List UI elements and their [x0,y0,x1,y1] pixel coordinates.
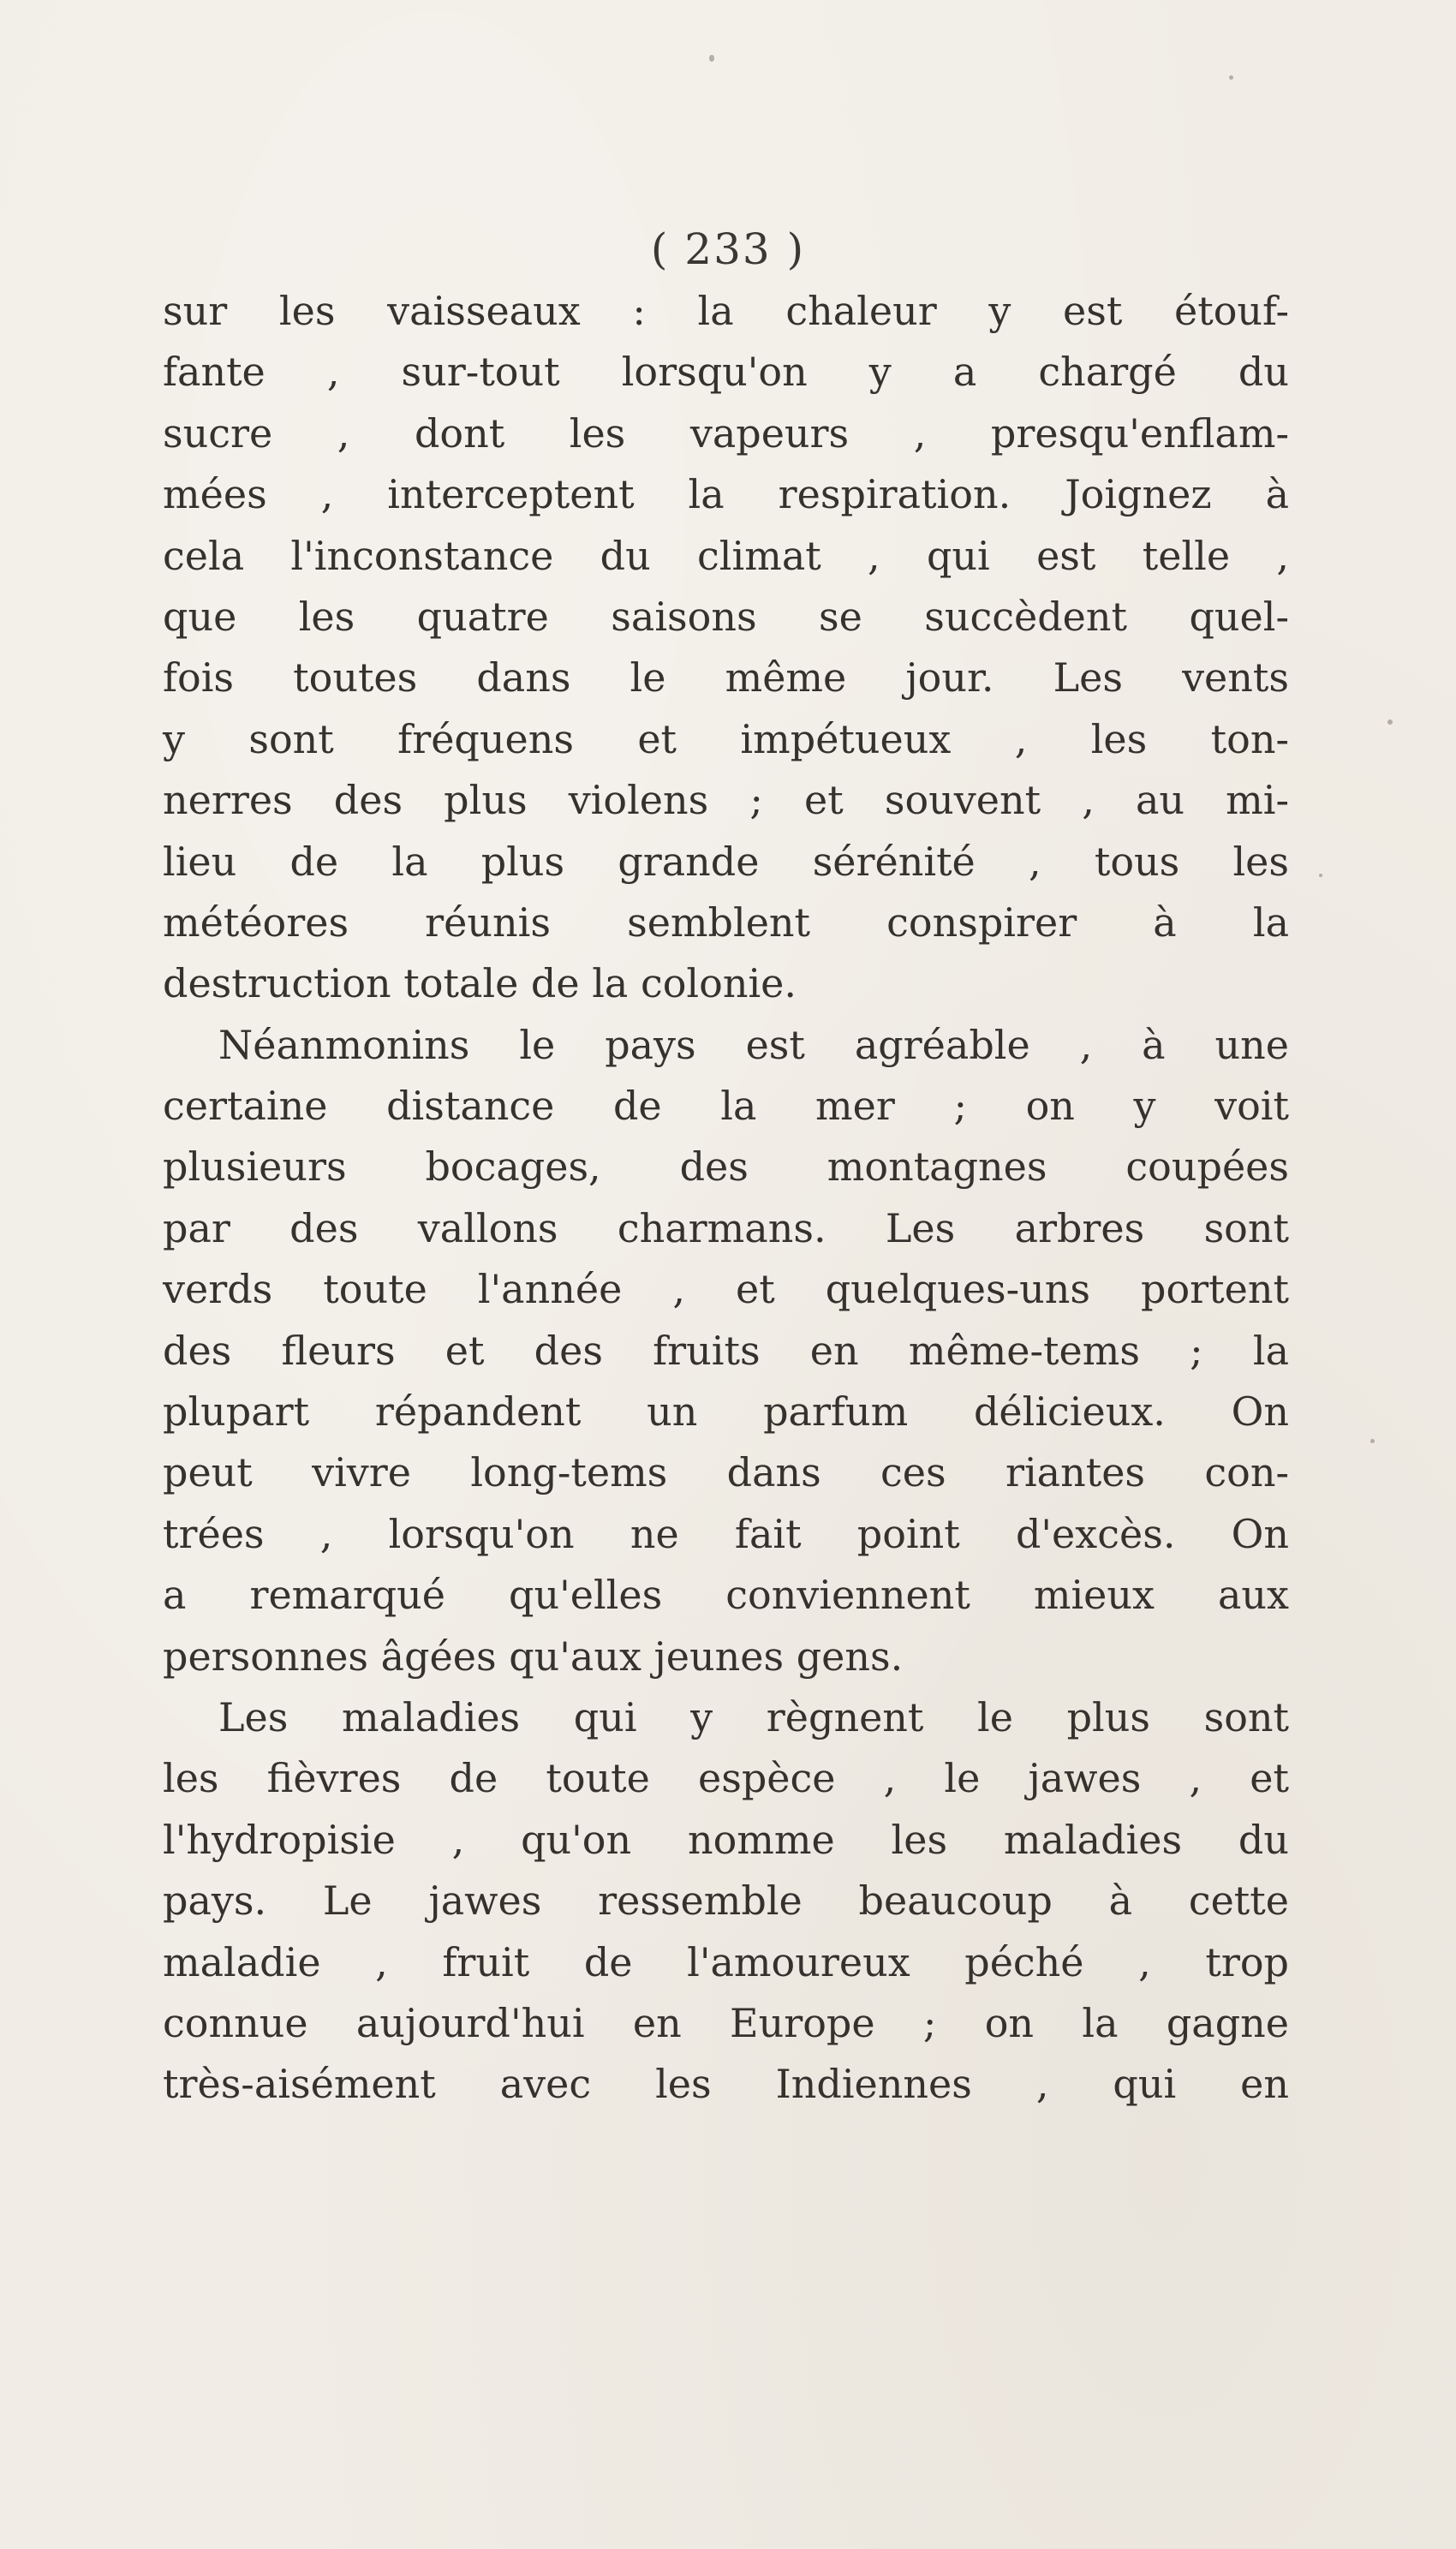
text-line: très-aisément avec les Indiennes , qui en [163,2061,1289,2108]
text-line: verds toute l'année , et quelques-uns portent [163,1266,1289,1313]
text-line: les fièvres de toute espèce , le jawes , et [163,1755,1289,1802]
page-number: ( 233 ) [650,224,806,274]
text-line: mées , interceptent la respiration. Joignez à [163,471,1289,518]
text-line: par des vallons charmans. Les arbres sont [163,1204,1289,1251]
text-line: pays. Le jawes ressemble beaucoup à cette [163,1877,1289,1925]
paper-speck [1370,1439,1375,1443]
text-line: certaine distance de la mer ; on y voit [163,1083,1289,1130]
text-line: des fleurs et des fruits en même-tems ; la [163,1327,1289,1374]
text-line: a remarqué qu'elles conviennent mieux aux [163,1572,1289,1619]
text-line: fante , sur-tout lorsqu'on y a chargé du [163,349,1289,396]
paper-speck [1229,75,1233,80]
paper-speck [1387,719,1393,725]
text-line: sur les vaisseaux : la chaleur y est étouf- [163,288,1289,334]
paper-speck [709,55,714,62]
text-line: plupart répandent un parfum délicieux. On [163,1388,1289,1436]
text-line: peut vivre long-tems dans ces riantes con- [163,1449,1289,1496]
text-line: cela l'inconstance du climat , qui est telle , [163,532,1289,579]
text-line: connue aujourd'hui en Europe ; on la gagne [163,1999,1289,2046]
text-line: y sont fréquens et impétueux , les ton- [163,715,1289,762]
body-text [163,281,1289,2116]
text-line: personnes âgées qu'aux jeunes gens. [163,1633,904,1680]
text-line: l'hydropisie , qu'on nomme les maladies du [163,1816,1289,1863]
paper-speck [1319,874,1322,877]
text-line: fois toutes dans le même jour. Les vents [163,654,1289,701]
text-line: Néanmonins le pays est agréable , à une [218,1021,1289,1068]
text-line: plusieurs bocages, des montagnes coupées [163,1143,1289,1191]
text-line: destruction totale de la colonie. [163,960,797,1007]
text-line: sucre , dont les vapeurs , presqu'enflam- [163,409,1289,457]
text-line: Les maladies qui y règnent le plus sont [218,1693,1289,1740]
text-line: que les quatre saisons se succèdent quel- [163,593,1289,640]
text-line: nerres des plus violens ; et souvent , au mi- [163,777,1289,824]
text-line: maladie , fruit de l'amoureux péché , trop [163,1938,1289,1985]
text-line: trées , lorsqu'on ne fait point d'excès. On [163,1510,1289,1557]
text-line: lieu de la plus grande sérénité , tous les [163,838,1289,885]
text-line: météores réunis semblent conspirer à la [163,898,1289,946]
